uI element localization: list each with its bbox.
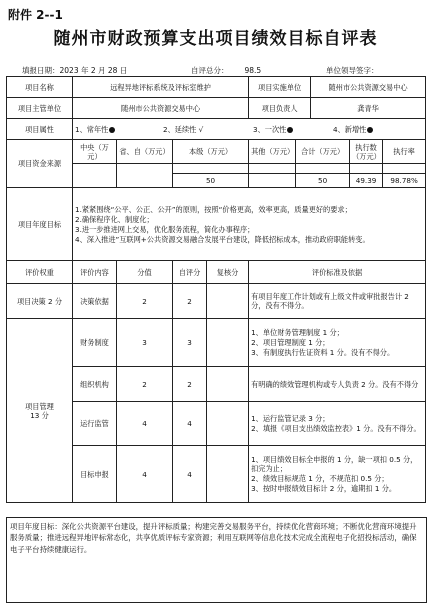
criteria-line: 3、按时申报绩效目标计 2 分，逾期扣 1 分。 (251, 484, 397, 493)
score-content: 财务制度 (73, 319, 117, 367)
self-score-value: 98.5 (244, 66, 262, 75)
score-recheck (207, 284, 249, 319)
score-criteria (249, 284, 426, 319)
funds-header-row (7, 140, 426, 164)
funds-header-other: 其他（万元） (249, 140, 296, 164)
score-group-decision: 项目决策 2 分 (7, 284, 73, 319)
annual-goals-label: 项目年度目标 (7, 188, 73, 261)
attr-option-4: 4、新增性 (333, 124, 367, 134)
leader-label: 项目负责人 (249, 98, 311, 119)
score-header-row (7, 261, 426, 284)
criteria-line: 1、运行监管记录 3 分； (251, 414, 330, 423)
attr-row (7, 119, 426, 140)
score-content: 组织机构 (73, 367, 117, 402)
supervisor-label: 项目主管单位 (7, 98, 73, 119)
score-points: 3 (117, 319, 173, 367)
score-self: 2 (173, 284, 207, 319)
attr-label: 项目属性 (7, 119, 73, 140)
score-criteria (249, 319, 426, 367)
funds-value-local: 50 (173, 174, 249, 188)
score-group-management: 项目管理 13 分 (7, 319, 73, 503)
score-points: 2 (117, 367, 173, 402)
impl-unit-value: 随州市公共资源交易中心 (311, 77, 426, 98)
bottom-annual-goals: 项目年度目标：深化公共资源平台建设，提升评标质量；构建完善交易服务平台，持续优化营商环境；不断优化营商环境提升服务质量；推进远程异地评标常态化，共享优质评标专家资源；利用互联网等信息化技术完成全流程电子化招投标活动，确保电子平台持续健康运行。 (6, 517, 427, 603)
criteria-line: 有明确的绩效管理机构或专人负责 2 分。没有不得分 (251, 379, 419, 389)
funds-header-total: 合计（万元） (296, 140, 350, 164)
attr-option-1: 1、常年性 (75, 124, 109, 134)
score-points: 2 (117, 284, 173, 319)
criteria-line: 有项目年度工作计划或有上级文件或审批报告计 2 分，没有不得分。 (251, 292, 409, 310)
radio-dot-icon (287, 127, 293, 133)
score-header-points: 分值 (117, 261, 173, 284)
funds-header-central: 中央（万元） (73, 140, 117, 164)
annual-goal-item: 3.进一步推进网上交易，优化服务流程，简化办事程序； (75, 224, 255, 234)
score-criteria (249, 402, 426, 446)
score-recheck (207, 367, 249, 402)
criteria-line: 1、项目绩效目标全申报的 1 分，缺一项扣 0.5 分，扣完为止； (251, 455, 418, 473)
score-header-criteria: 评价标准及依据 (249, 261, 426, 284)
self-evaluation-table (6, 76, 426, 503)
attr-options (73, 119, 426, 140)
supervisor-row (7, 98, 426, 119)
radio-dot-icon (367, 127, 373, 133)
impl-unit-label: 项目实施单位 (249, 77, 311, 98)
annual-goal-item: 2.确保程序化、制度化； (75, 214, 154, 224)
score-self: 2 (173, 367, 207, 402)
attachment-label: 附件 2--1 (8, 8, 63, 22)
fill-date (22, 65, 127, 76)
funds-value-executed: 49.39 (350, 174, 383, 188)
score-content: 决策依据 (73, 284, 117, 319)
funds-header-local: 本级（万元） (173, 140, 249, 164)
annual-goals-content (73, 188, 426, 261)
annual-goal-item: 1.紧紧围绕“公平、公正、公开”的原则，按照“价格更高，效率更高，质量更好的要求； (75, 204, 352, 214)
criteria-line: 2、绩效目标规范 1 分，不规范扣 0.5 分； (251, 474, 389, 483)
score-criteria (249, 446, 426, 503)
funds-value-rate: 98.78% (383, 174, 426, 188)
annual-goal-item: 4、深入推进”互联网+公共资源交易融合发展平台建设，降低招标成本，推动政府职能转变。 (75, 234, 370, 244)
funds-header-rate: 执行率 (383, 140, 426, 164)
project-name-row (7, 77, 426, 98)
score-row-finance (7, 319, 426, 367)
score-self: 3 (173, 319, 207, 367)
attr-option-2: 2、延续性 √ (163, 124, 204, 134)
leader-signature: 单位领导签字： (326, 66, 379, 75)
supervisor-value: 随州市公共资源交易中心 (73, 98, 249, 119)
score-header-content: 评价内容 (73, 261, 117, 284)
score-header-recheck: 复核分 (207, 261, 249, 284)
score-header-self: 自评分 (173, 261, 207, 284)
fill-date-value: 2023 年 2 月 28 日 (59, 66, 128, 75)
funds-value-central (73, 164, 117, 188)
score-self: 4 (173, 402, 207, 446)
fill-date-label: 填报日期： (22, 66, 60, 75)
annual-goals-row (7, 188, 426, 261)
funds-label: 项目资金来源 (7, 140, 73, 188)
self-score-label: 自评总分： (191, 66, 229, 75)
project-name-value: 远程异地评标系统及评标室维护 (73, 77, 249, 98)
radio-dot-icon (109, 127, 115, 133)
funds-value-total: 50 (296, 174, 350, 188)
funds-value-other (249, 174, 296, 188)
page-title: 随州市财政预算支出项目绩效目标自评表 (53, 29, 378, 49)
criteria-line: 2、项目管理制度 1 分； (251, 338, 330, 347)
criteria-line: 1、单位财务管理制度 1 分； (251, 328, 344, 337)
score-row-decision (7, 284, 426, 319)
score-recheck (207, 319, 249, 367)
score-points: 4 (117, 402, 173, 446)
criteria-line: 2、填报《项目支出绩效监控表》1 分。没有不得分。 (251, 424, 421, 433)
score-header-weight: 评价权重 (7, 261, 73, 284)
score-content: 目标申报 (73, 446, 117, 503)
score-recheck (207, 446, 249, 503)
funds-header-province: 省、自（万元） (117, 140, 173, 164)
score-self: 4 (173, 446, 207, 503)
score-content: 运行监管 (73, 402, 117, 446)
funds-value-province (117, 164, 173, 188)
score-criteria (249, 367, 426, 402)
funds-header-executed: 执行数（万元） (350, 140, 383, 164)
attr-option-3: 3、一次性 (253, 124, 287, 134)
score-points: 4 (117, 446, 173, 503)
leader-value: 龚青华 (311, 98, 426, 119)
criteria-line: 3、有制度执行佐证资料 1 分。没有不得分。 (251, 348, 395, 357)
score-recheck (207, 402, 249, 446)
self-score (191, 65, 261, 76)
project-name-label: 项目名称 (7, 77, 73, 98)
